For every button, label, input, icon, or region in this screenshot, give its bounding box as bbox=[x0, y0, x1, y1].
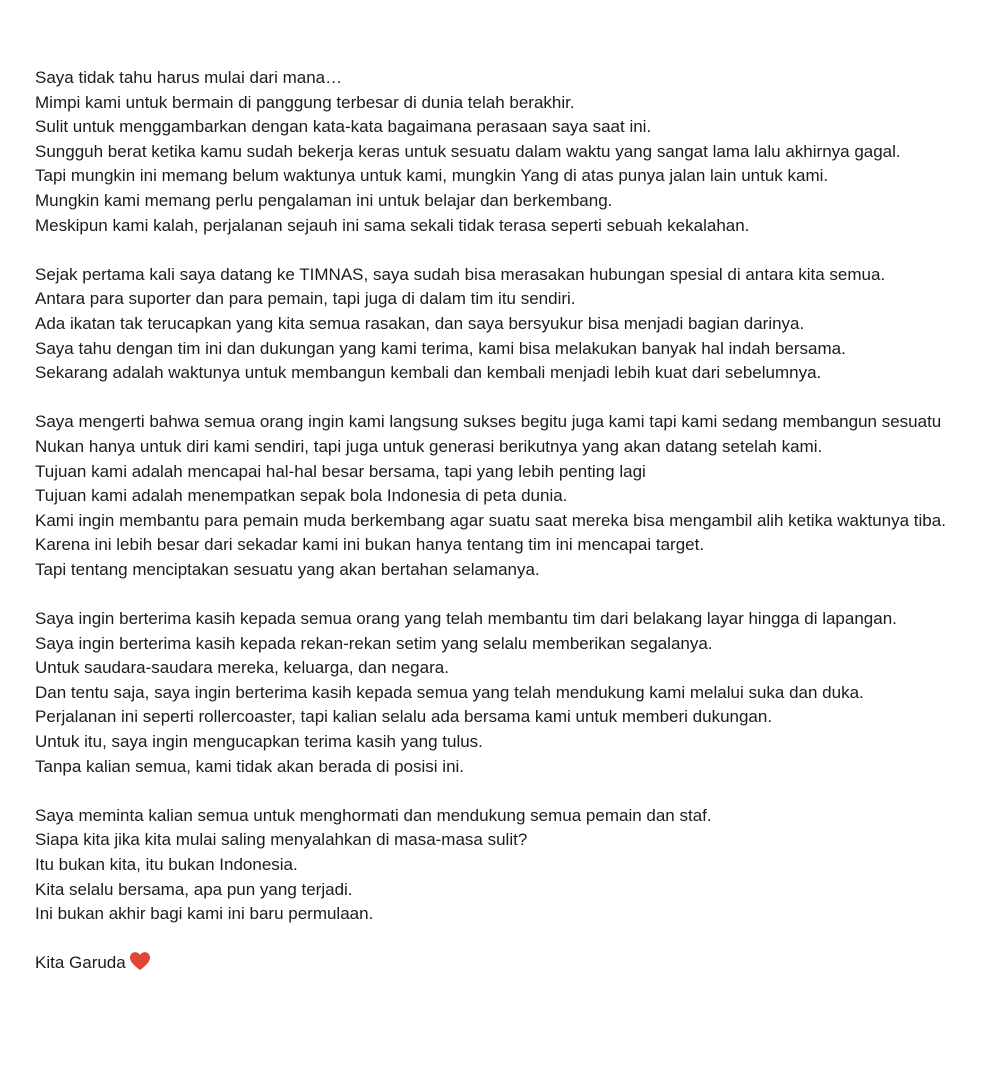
text-line: Tapi tentang menciptakan sesuatu yang akan bertahan selamanya. bbox=[35, 559, 540, 579]
text-line: Siapa kita jika kita mulai saling menyalahkan di masa-masa sulit? bbox=[35, 830, 528, 850]
text-line: Antara para suporter dan para pemain, tapi juga di dalam tim itu sendiri. bbox=[35, 289, 576, 309]
paragraph bbox=[35, 410, 1000, 582]
text-line: Itu bukan kita, itu bukan Indonesia. bbox=[35, 855, 298, 874]
paragraph bbox=[35, 66, 1000, 238]
text-line: Untuk saudara-saudara mereka, keluarga, dan negara. bbox=[35, 658, 449, 678]
text-line: Kami ingin membantu para pemain muda berkembang agar suatu saat mereka bisa mengambil alih ketika waktunya tiba. bbox=[35, 510, 946, 530]
heart-icon bbox=[129, 951, 151, 971]
paragraph bbox=[35, 263, 1000, 386]
paragraph bbox=[35, 804, 1000, 927]
text-line: Ada ikatan tak terucapkan yang kita semua rasakan, dan saya bersyukur bisa menjadi bagian darinya. bbox=[35, 313, 805, 333]
text-line: Nukan hanya untuk diri kami sendiri, tapi juga untuk generasi berikutnya yang akan datang setelah kami. bbox=[35, 436, 823, 456]
text-line: Tanpa kalian semua, kami tidak akan berada di posisi ini. bbox=[35, 756, 465, 776]
text-line: Saya tahu dengan tim ini dan dukungan yang kami terima, kami bisa melakukan banyak hal indah bersama. bbox=[35, 338, 846, 358]
paragraph bbox=[35, 607, 1000, 779]
text-line: Karena ini lebih besar dari sekadar kami ini bukan hanya tentang tim ini mencapai target. bbox=[35, 535, 705, 555]
text-line: Saya meminta kalian semua untuk menghormati dan mendukung semua pemain dan staf. bbox=[35, 805, 712, 825]
text-line: Mimpi kami untuk bermain di panggung terbesar di dunia telah berakhir. bbox=[35, 92, 575, 112]
text-line: Ini bukan akhir bagi kami ini baru permulaan. bbox=[35, 904, 374, 924]
text-line: Sekarang adalah waktunya untuk membangun kembali dan kembali menjadi lebih kuat dari sebelumnya. bbox=[35, 363, 822, 383]
text-line: Untuk itu, saya ingin mengucapkan terima kasih yang tulus. bbox=[35, 732, 483, 752]
text-line: Perjalanan ini seperti rollercoaster, tapi kalian selalu ada bersama kami untuk memberi dukungan. bbox=[35, 707, 773, 727]
text-line: Dan tentu saja, saya ingin berterima kasih kepada semua yang telah mendukung kami melalui suka dan duka. bbox=[35, 682, 864, 702]
text-line: Sungguh berat ketika kamu sudah bekerja keras untuk sesuatu dalam waktu yang sangat lama lalu akhirnya gagal. bbox=[35, 141, 901, 161]
text-line: Saya ingin berterima kasih kepada semua orang yang telah membantu tim dari belakang layar hingga di lapangan. bbox=[35, 609, 897, 629]
text-line: Mungkin kami memang perlu pengalaman ini untuk belajar dan berkembang. bbox=[35, 190, 613, 210]
text-line: Tujuan kami adalah menempatkan sepak bola Indonesia di peta dunia. bbox=[35, 486, 568, 506]
text-line: Tujuan kami adalah mencapai hal-hal besar bersama, tapi yang lebih penting lagi bbox=[35, 461, 646, 481]
text-line: Tapi mungkin ini memang belum waktunya untuk kami, mungkin Yang di atas punya jalan lain untuk kami. bbox=[35, 166, 829, 186]
text-line: Sejak pertama kali saya datang ke TIMNAS, saya sudah bisa merasakan hubungan spesial di antara kita semua. bbox=[35, 264, 886, 284]
text-line: Meskipun kami kalah, perjalanan sejauh ini sama sekali tidak terasa seperti sebuah kekalahan. bbox=[35, 215, 750, 235]
text-line: Kita selalu bersama, apa pun yang terjadi. bbox=[35, 879, 353, 899]
text-line: Saya tidak tahu harus mulai dari mana… bbox=[35, 68, 343, 87]
letter-body bbox=[35, 66, 1000, 976]
text-line: Saya mengerti bahwa semua orang ingin kami langsung sukses begitu juga kami tapi kami sedang membangun sesuatu bbox=[35, 412, 942, 432]
signoff-text: Kita Garuda bbox=[35, 953, 126, 973]
text-line: Sulit untuk menggambarkan dengan kata-kata bagaimana perasaan saya saat ini. bbox=[35, 117, 652, 137]
signoff bbox=[35, 951, 1000, 976]
letter-paragraphs bbox=[35, 66, 1000, 927]
text-line: Saya ingin berterima kasih kepada rekan-rekan setim yang selalu memberikan segalanya. bbox=[35, 633, 713, 653]
